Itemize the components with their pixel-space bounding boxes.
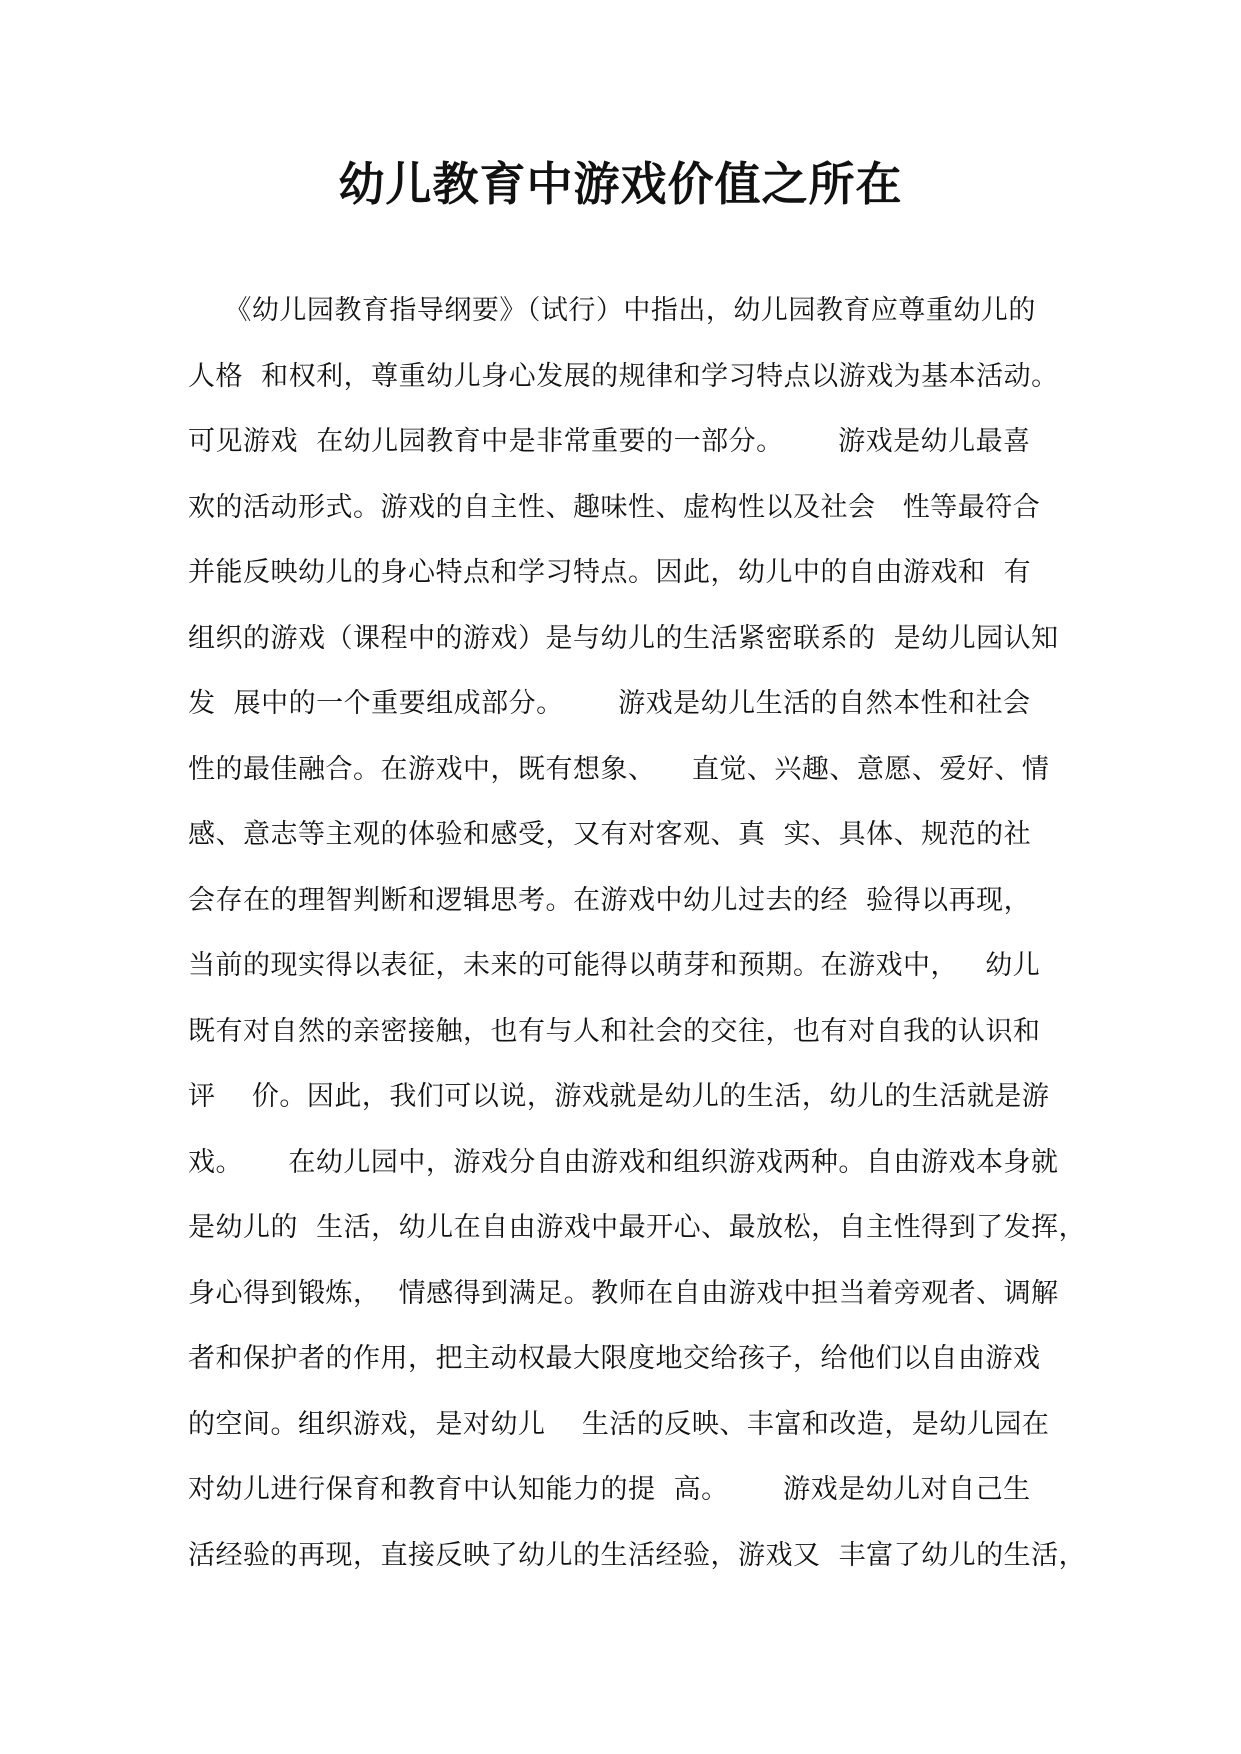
text-line: 可见游戏 在幼儿园教育中是非常重要的一部分。 游戏是幼儿最喜: [188, 426, 1031, 457]
text-line: 欢的活动形式。游戏的自主性、趣味性、虚构性以及社会 性等最符合: [188, 491, 1041, 523]
text-line: 戏。 在幼儿园中，游戏分自由游戏和组织游戏两种。自由游戏本身就: [188, 1146, 1059, 1178]
text-line: 评 价。因此，我们可以说，游戏就是幼儿的生活，幼儿的生活就是游: [188, 1081, 1050, 1112]
document-title: 幼儿教育中游戏价值之所在: [338, 157, 903, 211]
text-line: 是幼儿的 生活，幼儿在自由游戏中最开心、最放松，自主性得到了发挥，: [188, 1212, 1087, 1243]
text-line: 并能反映幼儿的身心特点和学习特点。因此，幼儿中的自由游戏和 有: [188, 557, 1032, 588]
text-line: 的空间。组织游戏，是对幼儿 生活的反映、丰富和改造，是幼儿园在: [188, 1408, 1050, 1440]
body-text: [188, 286, 1088, 1596]
text-line: 《幼儿园教育指导纲要》（试行）中指出，幼儿园教育应尊重幼儿的: [188, 295, 1036, 326]
text-line: 者和保护者的作用，把主动权最大限度地交给孩子，给他们以自由游戏: [188, 1343, 1041, 1374]
text-line: 人格 和权利，尊重幼儿身心发展的规律和学习特点以游戏为基本活动。: [188, 360, 1059, 392]
text-line: 身心得到锻炼， 情感得到满足。教师在自由游戏中担当着旁观者、调解: [188, 1277, 1059, 1309]
text-line: 性的最佳融合。在游戏中，既有想象、 直觉、兴趣、意愿、爱好、情: [188, 753, 1050, 785]
text-line: 会存在的理智判断和逻辑思考。在游戏中幼儿过去的经 验得以再现，: [188, 884, 1032, 916]
text-line: 既有对自然的亲密接触，也有与人和社会的交往，也有对自我的认识和: [188, 1015, 1041, 1047]
text-line: 当前的现实得以表征，未来的可能得以萌芽和预期。在游戏中， 幼儿: [188, 950, 1041, 981]
text-line: 组织的游戏（课程中的游戏）是与幼儿的生活紧密联系的 是幼儿园认知: [188, 622, 1059, 654]
text-line: 发 展中的一个重要组成部分。 游戏是幼儿生活的自然本性和社会: [188, 688, 1031, 719]
text-line: 活经验的再现，直接反映了幼儿的生活经验，游戏又 丰富了幼儿的生活，: [188, 1539, 1087, 1571]
text-line: 感、意志等主观的体验和感受，又有对客观、真 实、具体、规范的社: [188, 819, 1032, 850]
text-line: 对幼儿进行保育和教育中认知能力的提 高。 游戏是幼儿对自己生: [188, 1474, 1031, 1505]
